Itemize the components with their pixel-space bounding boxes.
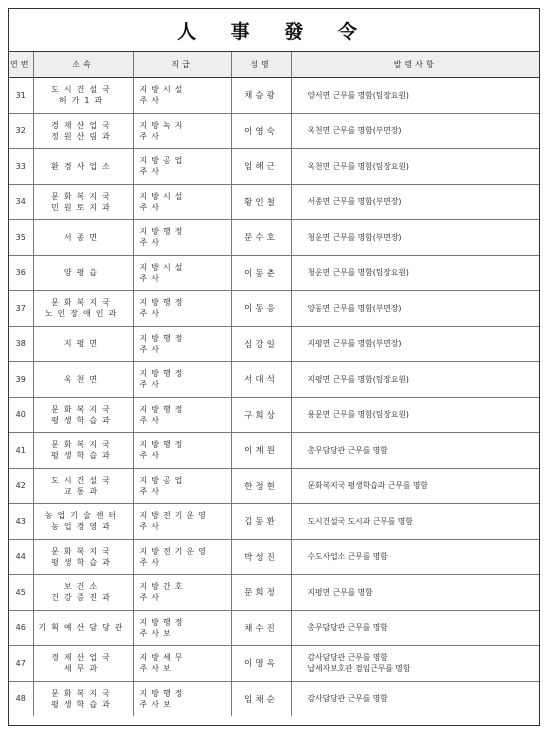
rank-cell [133, 646, 231, 682]
row-number: 47 [9, 646, 33, 682]
rank-line: 주사 [139, 522, 163, 532]
dept-cell [33, 291, 133, 327]
note-line: 청운면 근무를 명함(팀장요원) [307, 268, 409, 278]
dept-line: 노인장애인과 [44, 309, 122, 319]
note-line: 용문면 근무를 명함(팀장요원) [307, 410, 409, 420]
table-row [9, 362, 539, 398]
name-cell: 임해근 [231, 149, 291, 185]
name-cell: 문희정 [231, 575, 291, 611]
table-row [9, 539, 539, 575]
dept-cell [33, 397, 133, 433]
note-line: 지평면 근무를 명함 [307, 587, 373, 597]
note-line: 감사담당관 근무를 명함 [307, 653, 388, 663]
dept-line: 도시건설국 [51, 475, 115, 485]
note-cell [291, 291, 539, 327]
rank-cell [133, 575, 231, 611]
dept-cell [33, 362, 133, 398]
row-number: 48 [9, 681, 33, 716]
row-number: 44 [9, 539, 33, 575]
note-line: 청운면 근무를 명함(부면장) [307, 232, 402, 242]
note-line: 서종면 근무를 명함(부면장) [307, 197, 402, 207]
row-number: 41 [9, 433, 33, 469]
rank-line: 지방시설 [139, 262, 187, 272]
dept-line: 지평면 [63, 339, 103, 349]
dept-line: 평생학습과 [51, 451, 115, 461]
note-cell [291, 184, 539, 220]
name-cell: 서대석 [231, 362, 291, 398]
rank-line: 지방행정 [139, 227, 187, 237]
rank-cell [133, 539, 231, 575]
row-number: 38 [9, 326, 33, 362]
name-cell: 구희상 [231, 397, 291, 433]
table-row [9, 468, 539, 504]
document-title: 人 事 發 令 [9, 9, 539, 52]
note-line: 양서면 근무를 명함(팀장요원) [307, 90, 409, 100]
rank-cell [133, 291, 231, 327]
rank-cell [133, 255, 231, 291]
header-name: 성명 [231, 52, 291, 78]
rank-line: 지방행정 [139, 333, 187, 343]
table-row [9, 184, 539, 220]
note-cell [291, 220, 539, 256]
rank-line: 주사 [139, 557, 163, 567]
note-cell [291, 681, 539, 716]
dept-cell [33, 184, 133, 220]
dept-cell [33, 113, 133, 149]
header-dept: 소속 [33, 52, 133, 78]
dept-line: 농업경영과 [51, 522, 115, 532]
dept-line: 평생학습과 [51, 415, 115, 425]
table-row [9, 220, 539, 256]
dept-cell [33, 255, 133, 291]
note-line: 문화복지국 평생학습과 근무를 명함 [307, 481, 428, 491]
rank-line: 주사 [139, 238, 163, 248]
rank-line: 주사 [139, 309, 163, 319]
table-row [9, 149, 539, 185]
dept-line: 문화복지국 [51, 404, 115, 414]
table-row [9, 397, 539, 433]
note-line: 양동면 근무를 명함(부면장) [307, 303, 402, 313]
rank-line: 지방행정 [139, 688, 187, 698]
table-row [9, 113, 539, 149]
rank-line: 주사 [139, 451, 163, 461]
table-row [9, 291, 539, 327]
name-cell: 이동응 [231, 291, 291, 327]
rank-cell [133, 610, 231, 646]
row-number: 43 [9, 504, 33, 540]
table-row [9, 433, 539, 469]
rank-line: 지방행정 [139, 369, 187, 379]
rank-line: 주사 [139, 96, 163, 106]
personnel-order-document [8, 8, 540, 726]
note-line: 도시건설국 도시과 근무를 명함 [307, 516, 413, 526]
name-cell: 김동환 [231, 504, 291, 540]
row-number: 37 [9, 291, 33, 327]
personnel-table [9, 52, 539, 716]
rank-line: 지방행정 [139, 617, 187, 627]
row-number: 46 [9, 610, 33, 646]
rank-line: 지방전기운영 [139, 511, 210, 521]
rank-line: 지방녹지 [139, 120, 187, 130]
note-line: 총무담당관 근무를 명함 [307, 445, 388, 455]
rank-line: 지방공업 [139, 156, 187, 166]
note-cell [291, 610, 539, 646]
dept-cell [33, 681, 133, 716]
dept-cell [33, 646, 133, 682]
note-cell [291, 255, 539, 291]
dept-line: 문화복지국 [51, 546, 115, 556]
dept-line: 건강증진과 [51, 593, 115, 603]
rank-cell [133, 78, 231, 114]
rank-line: 주사보 [139, 628, 175, 638]
rank-line: 지방세무 [139, 653, 187, 663]
row-number: 39 [9, 362, 33, 398]
note-cell [291, 397, 539, 433]
rank-cell [133, 220, 231, 256]
name-cell: 이동춘 [231, 255, 291, 291]
dept-line: 세무과 [63, 664, 103, 674]
rank-cell [133, 468, 231, 504]
rank-cell [133, 504, 231, 540]
rank-cell [133, 326, 231, 362]
note-cell [291, 113, 539, 149]
rank-line: 지방시설 [139, 85, 187, 95]
note-line: 납세자보호관 겸임근무를 명함 [307, 664, 411, 674]
rank-line: 지방간호 [139, 582, 187, 592]
rank-cell [133, 397, 231, 433]
row-number: 32 [9, 113, 33, 149]
name-cell: 채승광 [231, 78, 291, 114]
dept-line: 민원토지과 [51, 202, 115, 212]
name-cell: 황인철 [231, 184, 291, 220]
rank-cell [133, 149, 231, 185]
rank-line: 주사 [139, 380, 163, 390]
note-line: 감사담당관 근무를 명함 [307, 694, 388, 704]
note-cell [291, 326, 539, 362]
dept-line: 문화복지국 [51, 440, 115, 450]
row-number: 35 [9, 220, 33, 256]
rank-line: 주사 [139, 273, 163, 283]
dept-line: 경제산업국 [51, 653, 115, 663]
table-row [9, 255, 539, 291]
dept-line: 옥천면 [63, 374, 103, 384]
dept-cell [33, 149, 133, 185]
dept-cell [33, 220, 133, 256]
rank-line: 지방행정 [139, 298, 187, 308]
dept-line: 평생학습과 [51, 699, 115, 709]
name-cell: 이명옥 [231, 646, 291, 682]
dept-cell [33, 575, 133, 611]
dept-line: 경제산업국 [51, 120, 115, 130]
table-row [9, 575, 539, 611]
dept-line: 평생학습과 [51, 557, 115, 567]
rank-line: 지방행정 [139, 404, 187, 414]
dept-line: 문화복지국 [51, 688, 115, 698]
row-number: 31 [9, 78, 33, 114]
note-line: 수도사업소 근무를 명함 [307, 552, 388, 562]
note-line: 지평면 근무를 명함(팀장요원) [307, 374, 409, 384]
note-cell [291, 433, 539, 469]
rank-line: 지방시설 [139, 191, 187, 201]
rank-line: 주사보 [139, 699, 175, 709]
dept-line: 도시건설국 [51, 85, 115, 95]
note-line: 옥천면 근무를 명함(팀장요원) [307, 161, 409, 171]
name-cell: 박성진 [231, 539, 291, 575]
name-cell: 임채순 [231, 681, 291, 716]
row-number: 34 [9, 184, 33, 220]
note-cell [291, 539, 539, 575]
table-header-row [9, 52, 539, 78]
dept-cell [33, 504, 133, 540]
note-line: 옥천면 근무를 명함(부면장) [307, 126, 402, 136]
note-cell [291, 468, 539, 504]
dept-cell [33, 539, 133, 575]
name-cell: 한정현 [231, 468, 291, 504]
dept-cell [33, 326, 133, 362]
table-row [9, 681, 539, 716]
note-cell [291, 575, 539, 611]
note-line: 총무담당관 근무를 명함 [307, 623, 388, 633]
dept-line: 기획예산담당관 [38, 623, 128, 633]
dept-cell [33, 433, 133, 469]
dept-line: 문화복지국 [51, 191, 115, 201]
rank-line: 주사보 [139, 664, 175, 674]
rank-line: 주사 [139, 593, 163, 603]
row-number: 45 [9, 575, 33, 611]
name-cell: 채수진 [231, 610, 291, 646]
note-line: 지평면 근무를 명함(부면장) [307, 339, 402, 349]
row-number: 42 [9, 468, 33, 504]
rank-line: 주사 [139, 344, 163, 354]
dept-line: 농업기술센터 [44, 511, 122, 521]
note-cell [291, 362, 539, 398]
dept-line: 서종면 [63, 232, 103, 242]
rank-cell [133, 433, 231, 469]
dept-cell [33, 468, 133, 504]
dept-line: 허가1과 [58, 96, 108, 106]
rank-line: 주사 [139, 415, 163, 425]
note-cell [291, 504, 539, 540]
rank-line: 주사 [139, 167, 163, 177]
dept-cell [33, 78, 133, 114]
table-row [9, 504, 539, 540]
note-cell [291, 78, 539, 114]
note-cell [291, 149, 539, 185]
dept-line: 문화복지국 [51, 298, 115, 308]
name-cell: 심강일 [231, 326, 291, 362]
header-no: 연번 [9, 52, 33, 78]
rank-cell [133, 184, 231, 220]
rank-line: 주사 [139, 202, 163, 212]
rank-cell [133, 362, 231, 398]
row-number: 36 [9, 255, 33, 291]
rank-cell [133, 113, 231, 149]
table-row [9, 78, 539, 114]
table-row [9, 610, 539, 646]
rank-cell [133, 681, 231, 716]
name-cell: 이계원 [231, 433, 291, 469]
dept-line: 정원산림과 [51, 131, 115, 141]
dept-cell [33, 610, 133, 646]
row-number: 33 [9, 149, 33, 185]
rank-line: 지방행정 [139, 440, 187, 450]
rank-line: 지방전기운영 [139, 546, 210, 556]
dept-line: 양평읍 [63, 268, 103, 278]
header-rank: 직급 [133, 52, 231, 78]
table-row [9, 646, 539, 682]
dept-line: 환경사업소 [51, 161, 115, 171]
row-number: 40 [9, 397, 33, 433]
header-note: 발령사항 [291, 52, 539, 78]
name-cell: 이영숙 [231, 113, 291, 149]
rank-line: 주사 [139, 131, 163, 141]
rank-line: 주사 [139, 486, 163, 496]
table-row [9, 326, 539, 362]
rank-line: 지방공업 [139, 475, 187, 485]
name-cell: 문수호 [231, 220, 291, 256]
dept-line: 교통과 [63, 486, 103, 496]
dept-line: 보건소 [63, 582, 103, 592]
note-cell [291, 646, 539, 682]
